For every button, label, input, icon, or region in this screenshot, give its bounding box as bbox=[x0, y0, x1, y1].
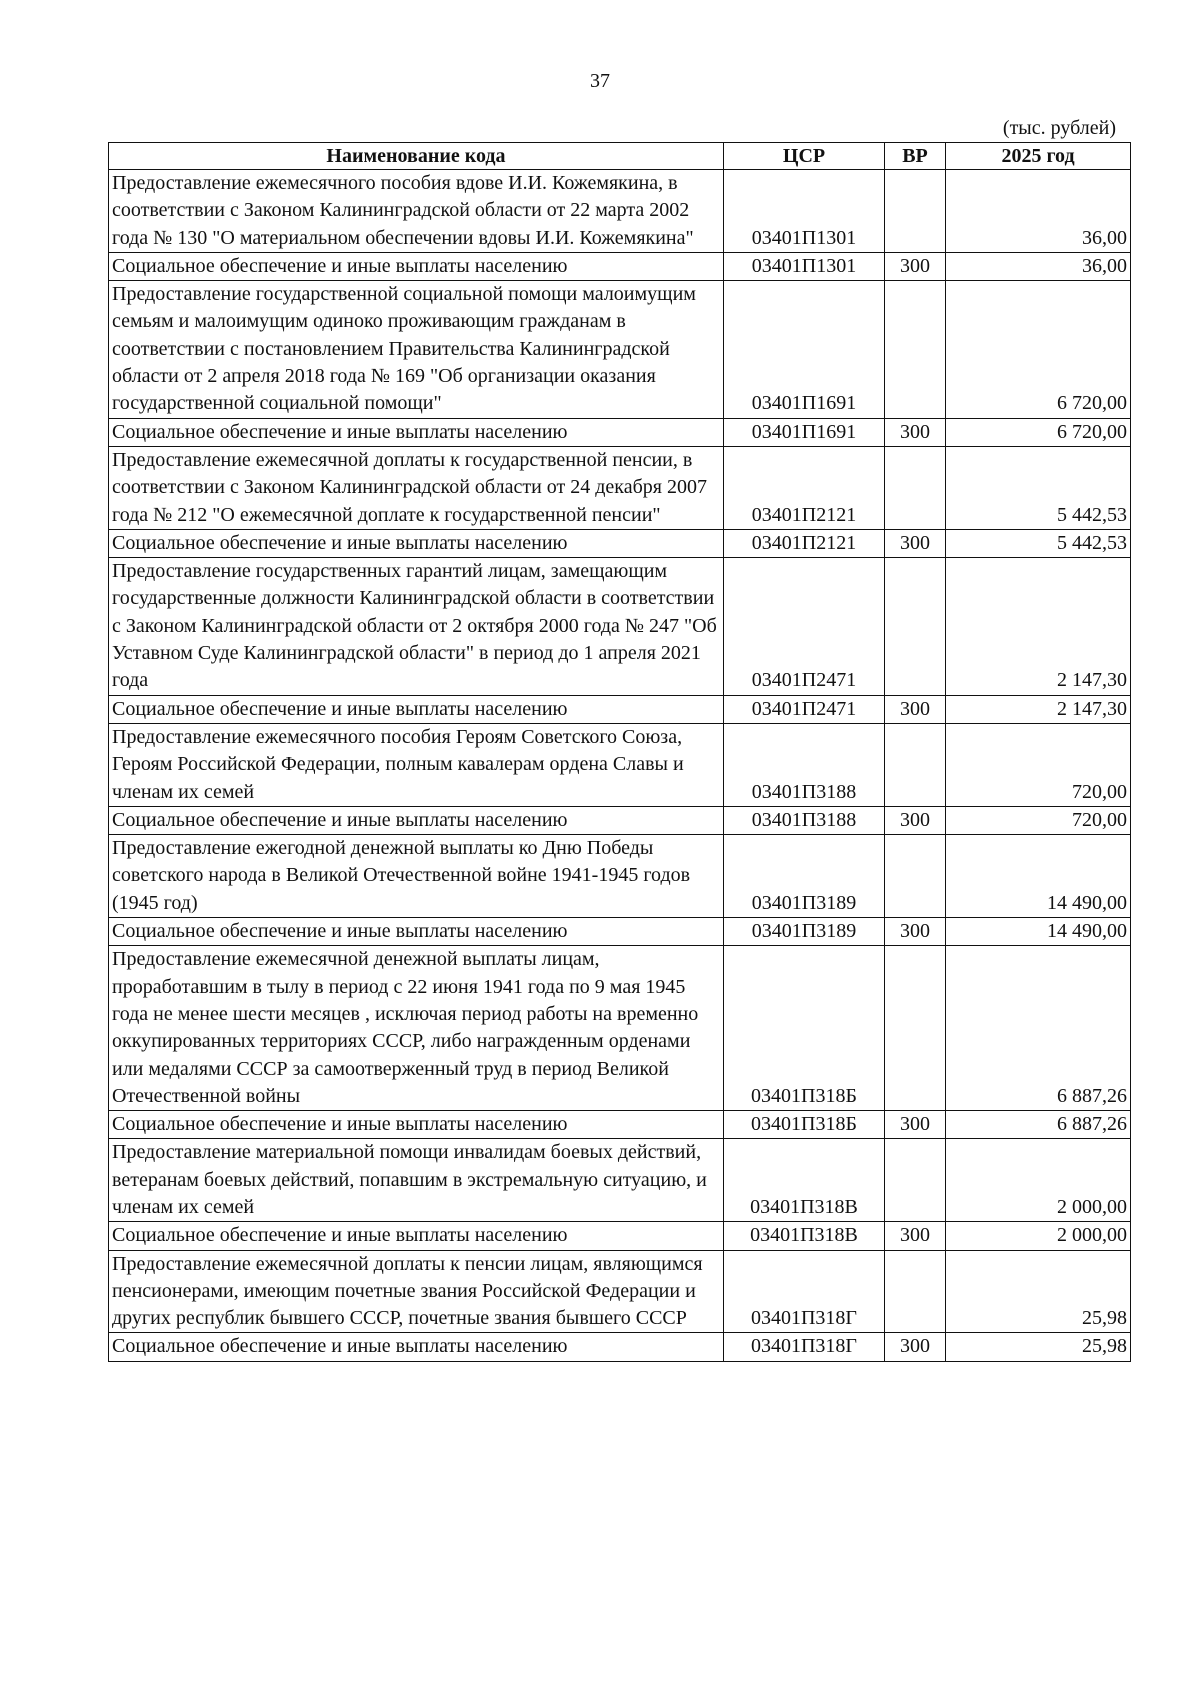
row-csr: 03401П2471 bbox=[724, 558, 885, 695]
row-sum: 2 147,30 bbox=[946, 695, 1131, 723]
row-vr: 300 bbox=[885, 806, 946, 834]
row-name: Предоставление материальной помощи инвалидам боевых действий, ветеранам боевых действий, попавшим в экстремальную ситуацию, и членам их семей bbox=[109, 1139, 724, 1222]
units-label: (тыс. рублей) bbox=[1002, 117, 1116, 139]
table-row bbox=[109, 252, 1131, 280]
row-csr: 03401П3189 bbox=[724, 835, 885, 918]
header-name: Наименование кода bbox=[109, 143, 724, 170]
row-sum: 720,00 bbox=[946, 806, 1131, 834]
row-csr: 03401П1301 bbox=[724, 252, 885, 280]
table-row bbox=[109, 1333, 1131, 1361]
table-row bbox=[109, 1139, 1131, 1222]
table-row bbox=[109, 170, 1131, 253]
row-vr bbox=[885, 1139, 946, 1222]
row-name: Предоставление ежемесячной денежной выплаты лицам, проработавшим в тылу в период с 22 июня 1941 года по 9 мая 1945 года не менее шести месяцев , исключая период работы на временно оккупированных территориях СССР, либо награжденным орденами или медалями СССР за самоотверженный труд в период Великой Отечественной войны bbox=[109, 946, 724, 1111]
row-name: Социальное обеспечение и иные выплаты населению bbox=[109, 918, 724, 946]
table-row bbox=[109, 806, 1131, 834]
row-csr: 03401П3188 bbox=[724, 723, 885, 806]
row-sum: 2 147,30 bbox=[946, 558, 1131, 695]
row-csr: 03401П1301 bbox=[724, 170, 885, 253]
row-csr: 03401П2121 bbox=[724, 446, 885, 529]
page-number: 37 bbox=[590, 70, 610, 92]
row-name: Социальное обеспечение и иные выплаты населению bbox=[109, 252, 724, 280]
table-row bbox=[109, 723, 1131, 806]
row-csr: 03401П318В bbox=[724, 1222, 885, 1250]
header-vr: ВР bbox=[885, 143, 946, 170]
row-csr: 03401П1691 bbox=[724, 281, 885, 418]
row-vr bbox=[885, 723, 946, 806]
row-vr bbox=[885, 170, 946, 253]
row-name: Предоставление ежемесячного пособия Героям Советского Союза, Героям Российской Федерации, полным кавалерам ордена Славы и членам их семей bbox=[109, 723, 724, 806]
row-name: Социальное обеспечение и иные выплаты населению bbox=[109, 806, 724, 834]
row-name: Социальное обеспечение и иные выплаты населению bbox=[109, 695, 724, 723]
row-sum: 2 000,00 bbox=[946, 1139, 1131, 1222]
table-row bbox=[109, 418, 1131, 446]
table-row bbox=[109, 529, 1131, 557]
row-vr: 300 bbox=[885, 695, 946, 723]
row-name: Социальное обеспечение и иные выплаты населению bbox=[109, 1333, 724, 1361]
row-vr bbox=[885, 1250, 946, 1333]
row-name: Социальное обеспечение и иные выплаты населению bbox=[109, 1111, 724, 1139]
row-vr: 300 bbox=[885, 918, 946, 946]
row-sum: 2 000,00 bbox=[946, 1222, 1131, 1250]
table-row bbox=[109, 281, 1131, 418]
row-sum: 25,98 bbox=[946, 1333, 1131, 1361]
row-vr: 300 bbox=[885, 1333, 946, 1361]
row-vr bbox=[885, 446, 946, 529]
row-sum: 36,00 bbox=[946, 252, 1131, 280]
budget-table bbox=[108, 142, 1131, 1362]
table-row bbox=[109, 1111, 1131, 1139]
row-csr: 03401П3188 bbox=[724, 806, 885, 834]
row-vr bbox=[885, 281, 946, 418]
row-name: Предоставление ежемесячной доплаты к пенсии лицам, являющимся пенсионерами, имеющим почетные звания Российской Федерации и других республик бывшего СССР, почетные звания бывшего СССР bbox=[109, 1250, 724, 1333]
row-csr: 03401П1691 bbox=[724, 418, 885, 446]
row-name: Предоставление ежемесячной доплаты к государственной пенсии, в соответствии с Законом Калининградской области от 24 декабря 2007 года № 212 "О ежемесячной доплате к государственной пенсии" bbox=[109, 446, 724, 529]
row-name: Социальное обеспечение и иные выплаты населению bbox=[109, 529, 724, 557]
table-row bbox=[109, 695, 1131, 723]
row-csr: 03401П318Б bbox=[724, 946, 885, 1111]
table-row bbox=[109, 1222, 1131, 1250]
row-name: Социальное обеспечение и иные выплаты населению bbox=[109, 418, 724, 446]
row-csr: 03401П318Г bbox=[724, 1250, 885, 1333]
row-csr: 03401П318Г bbox=[724, 1333, 885, 1361]
row-sum: 5 442,53 bbox=[946, 446, 1131, 529]
row-csr: 03401П318В bbox=[724, 1139, 885, 1222]
row-vr bbox=[885, 558, 946, 695]
row-sum: 720,00 bbox=[946, 723, 1131, 806]
row-sum: 14 490,00 bbox=[946, 918, 1131, 946]
row-vr bbox=[885, 946, 946, 1111]
row-csr: 03401П3189 bbox=[724, 918, 885, 946]
table-header-row bbox=[109, 143, 1131, 170]
table-row bbox=[109, 446, 1131, 529]
table-row bbox=[109, 1250, 1131, 1333]
row-name: Предоставление государственных гарантий лицам, замещающим государственные должности Калининградской области в соответствии с Законом Калининградской области от 2 октября 2000 года № 247 "Об Уставном Суде Калининградской области" в период до 1 апреля 2021 года bbox=[109, 558, 724, 695]
row-vr: 300 bbox=[885, 252, 946, 280]
table-row bbox=[109, 558, 1131, 695]
table-row bbox=[109, 946, 1131, 1111]
row-sum: 6 720,00 bbox=[946, 281, 1131, 418]
row-sum: 6 887,26 bbox=[946, 946, 1131, 1111]
row-sum: 5 442,53 bbox=[946, 529, 1131, 557]
row-name: Предоставление ежемесячного пособия вдове И.И. Кожемякина, в соответствии с Законом Калининградской области от 22 марта 2002 года № 130 "О материальном обеспечении вдовы И.И. Кожемякина" bbox=[109, 170, 724, 253]
header-csr: ЦСР bbox=[724, 143, 885, 170]
row-sum: 14 490,00 bbox=[946, 835, 1131, 918]
row-csr: 03401П318Б bbox=[724, 1111, 885, 1139]
row-sum: 6 720,00 bbox=[946, 418, 1131, 446]
row-vr bbox=[885, 835, 946, 918]
row-sum: 36,00 bbox=[946, 170, 1131, 253]
table-row bbox=[109, 835, 1131, 918]
row-vr: 300 bbox=[885, 529, 946, 557]
row-sum: 6 887,26 bbox=[946, 1111, 1131, 1139]
row-vr: 300 bbox=[885, 418, 946, 446]
row-name: Предоставление государственной социальной помощи малоимущим семьям и малоимущим одиноко проживающим гражданам в соответствии с постановлением Правительства Калининградской области от 2 апреля 2018 года № 169 "Об организации оказания государственной социальной помощи" bbox=[109, 281, 724, 418]
row-vr: 300 bbox=[885, 1111, 946, 1139]
row-name: Социальное обеспечение и иные выплаты населению bbox=[109, 1222, 724, 1250]
row-name: Предоставление ежегодной денежной выплаты ко Дню Победы советского народа в Великой Отечественной войне 1941-1945 годов (1945 год) bbox=[109, 835, 724, 918]
row-sum: 25,98 bbox=[946, 1250, 1131, 1333]
row-vr: 300 bbox=[885, 1222, 946, 1250]
row-csr: 03401П2121 bbox=[724, 529, 885, 557]
table-row bbox=[109, 918, 1131, 946]
header-year: 2025 год bbox=[946, 143, 1131, 170]
row-csr: 03401П2471 bbox=[724, 695, 885, 723]
